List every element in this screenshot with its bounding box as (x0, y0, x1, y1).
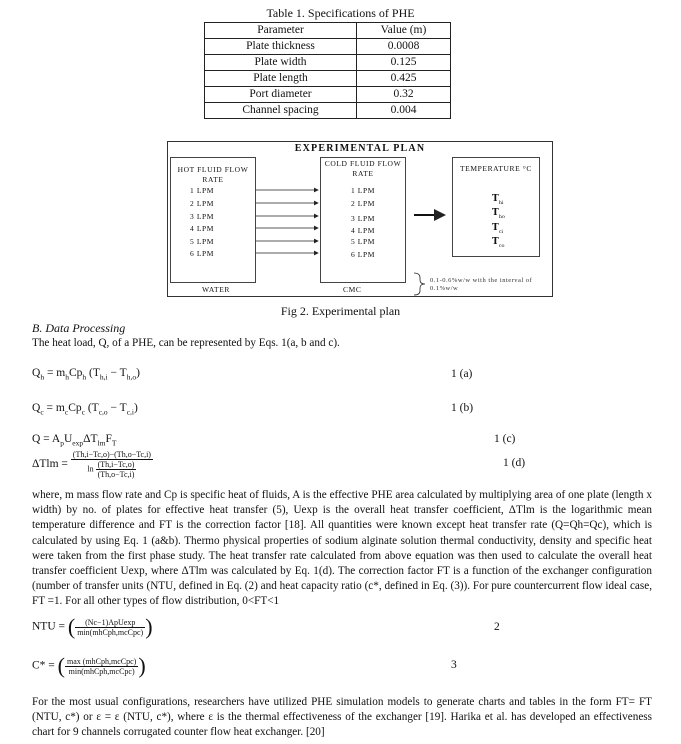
cold-fluid-heading: COLD FLUID FLOW RATE (324, 159, 402, 178)
table-cell: 0.0008 (357, 39, 451, 55)
cold-flow-item: 5 LPM (350, 237, 376, 246)
section-heading: B. Data Processing (32, 321, 126, 335)
table-cell: 0.125 (357, 55, 451, 71)
equation-1b: $Q_c = m_cCp_c$ $(T_{c,o} - T_{c,i})$ (32, 402, 138, 417)
table-cell: 0.004 (357, 103, 451, 119)
hot-flow-item: 3 LPM (190, 212, 215, 221)
table-header-row (205, 23, 451, 39)
hot-fluid-heading: HOT FLUID FLOW RATE (177, 165, 249, 184)
intro-paragraph: The heat load, Q, of a PHE, can be represented by Eqs. 1(a, b and c). (32, 337, 340, 349)
figure-caption: Fig 2. Experimental plan (280, 304, 401, 318)
hot-fluid-name: WATER (202, 285, 230, 294)
table-row (205, 103, 451, 119)
table-cell: Plate thickness (205, 39, 357, 55)
equation-number: 1 (a) (451, 368, 473, 380)
equation-number: 1 (b) (451, 402, 474, 414)
table-caption: Table 1. Specifications of PHE (266, 6, 415, 20)
equation-number: 2 (494, 621, 500, 633)
figure-title: EXPERIMENTAL PLAN (294, 143, 426, 154)
table-row (205, 39, 451, 55)
equation-number: 1 (c) (494, 433, 516, 445)
equation-number: 1 (d) (503, 457, 526, 469)
cold-flow-item: 4 LPM (350, 226, 376, 235)
hot-flow-item: 2 LPM (190, 199, 215, 208)
equation-1c: $Q = A_pU_{exp}\Delta T_{lm}F_T$ (32, 433, 117, 448)
equation-1d: ΔTlm = (Th,i−Tc,o)−(Th,o−Tc,i) ln $\frac{(Th,i-Tc,o)}{(Th,o-Tc,i)}$ (32, 450, 151, 479)
table-cell: Plate length (205, 71, 357, 87)
lmtd-fraction: (Th,i−Tc,o)−(Th,o−Tc,i) ln $\frac{(Th,i-Tc,o)}{(Th,o-Tc,i)}$ (72, 450, 151, 479)
cold-flow-item: 2 LPM (350, 199, 376, 208)
table-header-cell: Parameter (205, 23, 357, 39)
table-cell: Plate width (205, 55, 357, 71)
table-row (205, 87, 451, 103)
cold-flow-item: 3 LPM (350, 214, 376, 223)
temperature-item: $T_{co}$ (492, 237, 505, 249)
cold-flow-item: 1 LPM (350, 186, 376, 195)
table-cell: 0.32 (357, 87, 451, 103)
specifications-table (204, 22, 451, 119)
body-paragraph: For the most usual configurations, researchers have utilized PHE simulation models to generate charts and tables in the form FT= FT (NTU, c*) or ε = ε (NTU, c*), where ε is the thermal effectiveness of the exchanger [19]. Harika et al. has developed an effectiveness chart for 9 channels corrugated counter flow heat exchanger. [20] (32, 696, 652, 739)
hot-flow-item: 1 LPM (190, 186, 215, 195)
cold-fluid-name: CMC (343, 285, 362, 294)
temperature-item: $T_{hi}$ (492, 194, 504, 206)
equation-1a: $Q_h = m_hCp_h$ $(T_{h,i} - T_{h,o})$ (32, 367, 140, 382)
equation-2: NTU = ( $\frac{\text{(Nc−1)ApUexp}}{\text{min(mhCph,mcCpc)}}$ ) (32, 614, 153, 639)
table-cell: Port diameter (205, 87, 357, 103)
cold-flow-item: 6 LPM (350, 250, 376, 259)
concentration-range-note: 0.1-0.6%w/w with the interval of 0.1%w/w (430, 277, 533, 292)
temperature-heading: TEMPERATURE °C (459, 164, 533, 173)
heat-capacity-ratio-fraction: $\frac{\text{max (mhCph,mcCpc)}}{\text{min(mhCph,mcCpc)}}$ (66, 656, 137, 676)
equation-number: 3 (451, 659, 457, 671)
body-paragraph: where, m mass flow rate and Cp is specific heat of fluids, A is the effective PHE area calculated by multiplying area of one plate (length x width) by no. of plates for effective heat transfer (5), Uexp is the overall heat transfer coefficient, ΔTlm is the logarithmic mean temperature difference and FT is the correction factor [18]. All quantities were known except heat transfer rate (Q=Qh=Qc), which is calculated by using Eq. 1 (a&b). Thermo physical properties of sodium alginate solution thermal conductivity, density and specific heat were taken from the first phase study. The heat transfer rate calculated from above equation was then used to calculate the overall heat transfer coefficient Uexp, where ΔTlm was calculated by Eq. 1(d). The correction factor FT is a function of the exchanger configuration (number of transfer units (NTU, defined in Eq. (2) and heat capacity ratio (c*, defined in Eq. (3)). For pure countercurrent flow ideal case, FT =1. For all other types of flow distribution, 0<FT<1 (32, 489, 652, 608)
table-header-cell: Value (m) (357, 23, 451, 39)
ntu-fraction: $\frac{\text{(Nc−1)ApUexp}}{\text{min(mhCph,mcCpc)}}$ (77, 617, 144, 637)
hot-flow-item: 5 LPM (190, 237, 215, 246)
temperature-item: $T_{ho}$ (492, 208, 505, 220)
table-cell: 0.425 (357, 71, 451, 87)
table-cell: Channel spacing (205, 103, 357, 119)
table-row (205, 55, 451, 71)
equation-3: C* = ( $\frac{\text{max (mhCph,mcCpc)}}{\text{min(mhCph,mcCpc)}}$ ) (32, 653, 146, 678)
temperature-item: $T_{ci}$ (492, 223, 504, 235)
hot-flow-item: 6 LPM (190, 249, 215, 258)
table-row (205, 71, 451, 87)
hot-flow-item: 4 LPM (190, 224, 215, 233)
